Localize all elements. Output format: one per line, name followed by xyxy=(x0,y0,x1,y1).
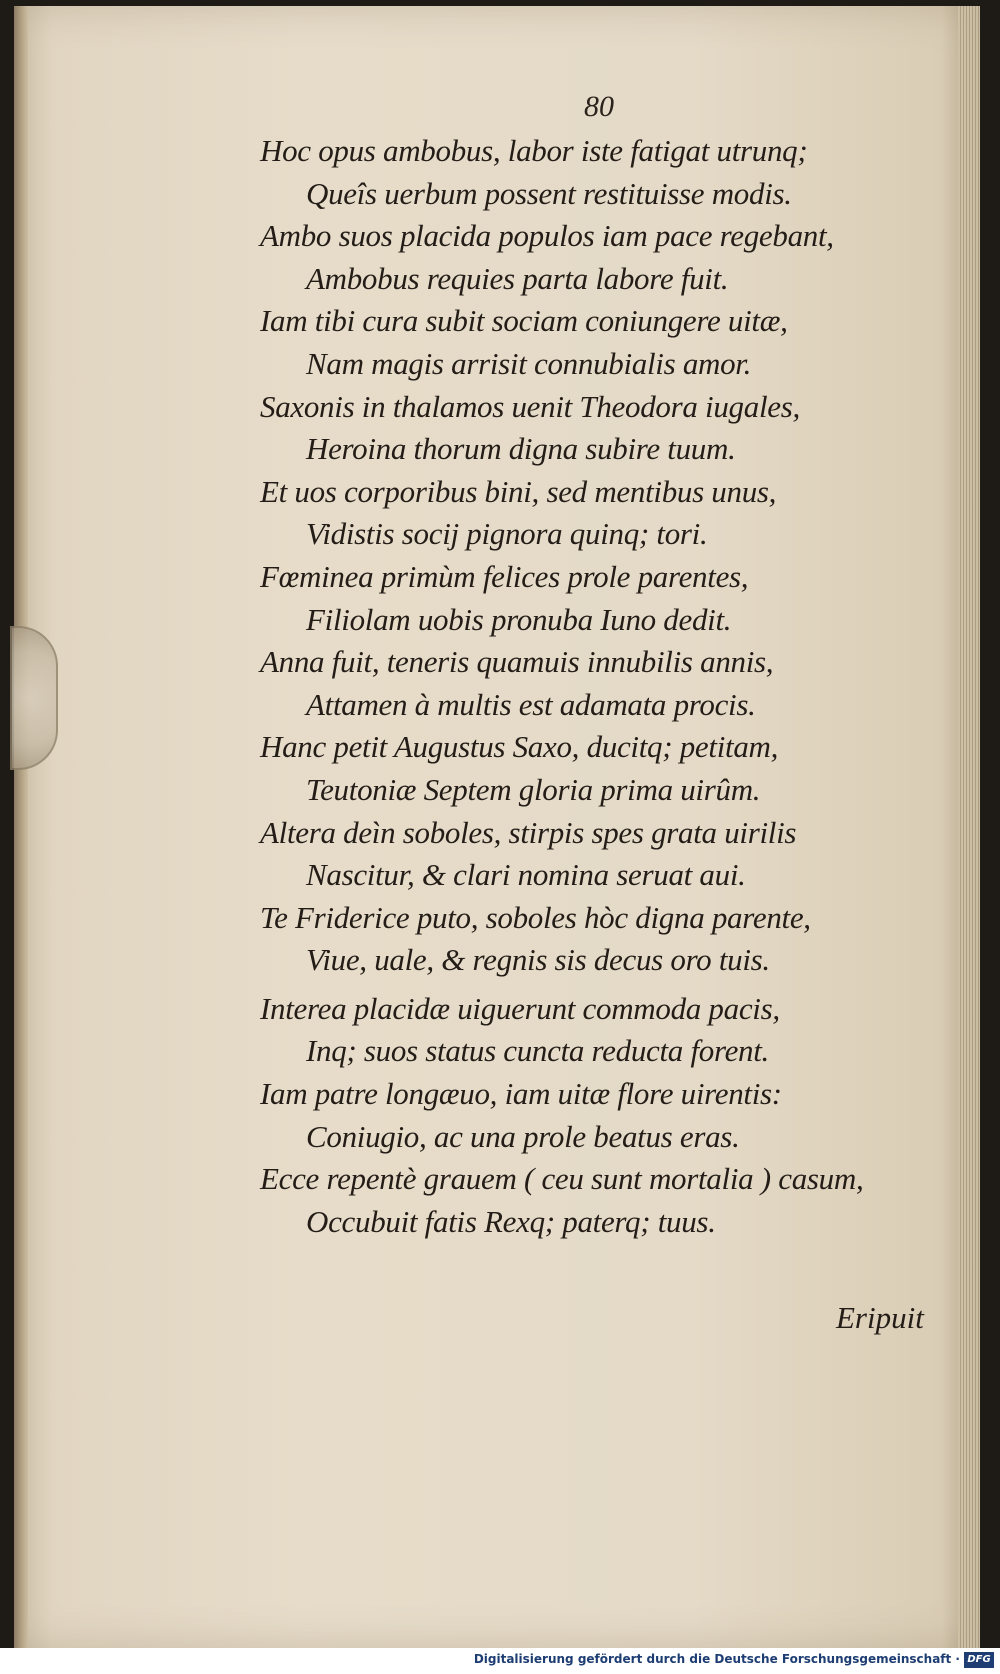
page-fore-edge xyxy=(958,6,980,1648)
verse-line: Ambobus requies parta labore fuit. xyxy=(306,260,729,296)
verse-line: Attamen à multis est adamata procis. xyxy=(306,686,756,722)
verse-line: Queîs uerbum possent restituisse modis. xyxy=(306,175,792,211)
verse-line: Occubuit fatis Rexq; paterq; tuus. xyxy=(306,1203,716,1239)
verse-line: Et uos corporibus bini, sed mentibus unus, xyxy=(260,473,777,509)
verse-line: Interea placidæ uiguerunt commoda pacis, xyxy=(260,990,780,1026)
page-number: 80 xyxy=(584,90,614,123)
verse-line: Te Friderice puto, soboles hòc digna parente, xyxy=(260,899,811,935)
verse-line: Hoc opus ambobus, labor iste fatigat utrunq; xyxy=(260,133,808,168)
verse-line: Teutoniæ Septem gloria prima uirûm. xyxy=(306,771,761,807)
footer-bar xyxy=(0,1648,1000,1674)
verse-line: Vidistis socij pignora quinq; tori. xyxy=(306,516,708,552)
verse-line: Filiolam uobis pronuba Iuno dedit. xyxy=(306,601,732,637)
book-clasp xyxy=(10,626,58,770)
verse-line: Hanc petit Augustus Saxo, ducitq; petitam, xyxy=(260,729,779,765)
verse-line: Iam tibi cura subit sociam coniungere uitæ, xyxy=(260,303,788,339)
verse-line: Viue, uale, & regnis sis decus oro tuis. xyxy=(306,942,770,978)
verse-line: Coniugio, ac una prole beatus eras. xyxy=(306,1118,740,1154)
verse-line: Anna fuit, teneris quamuis innubilis annis, xyxy=(260,644,774,680)
verse-line: Ambo suos placida populos iam pace regebant, xyxy=(260,218,834,254)
funding-credit: Digitalisierung gefördert durch die Deutsche Forschungsgemeinschaft · xyxy=(473,1652,960,1666)
verse-line: Saxonis in thalamos uenit Theodora iugales, xyxy=(260,388,800,424)
catchword: Eripuit xyxy=(836,1300,924,1335)
verse-line: Inq; suos status cuncta reducta forent. xyxy=(306,1033,770,1069)
verse-line: Iam patre longæuo, iam uitæ flore uirentis: xyxy=(260,1076,782,1112)
page-gutter xyxy=(14,6,28,1648)
verse-line: Nascitur, & clari nomina seruat aui. xyxy=(306,857,746,893)
verse-line: Heroina thorum digna subire tuum. xyxy=(306,431,736,467)
dfg-logo: DFG xyxy=(964,1652,994,1668)
verse-line: Nam magis arrisit connubialis amor. xyxy=(306,345,752,381)
verse-line: Ecce repentè grauem ( ceu sunt mortalia ) casum, xyxy=(260,1161,864,1197)
verse-line: Fœminea primùm felices prole parentes, xyxy=(260,558,749,594)
verse-line: Altera deìn soboles, stirpis spes grata uirilis xyxy=(260,814,797,850)
verse-block xyxy=(260,130,950,1243)
